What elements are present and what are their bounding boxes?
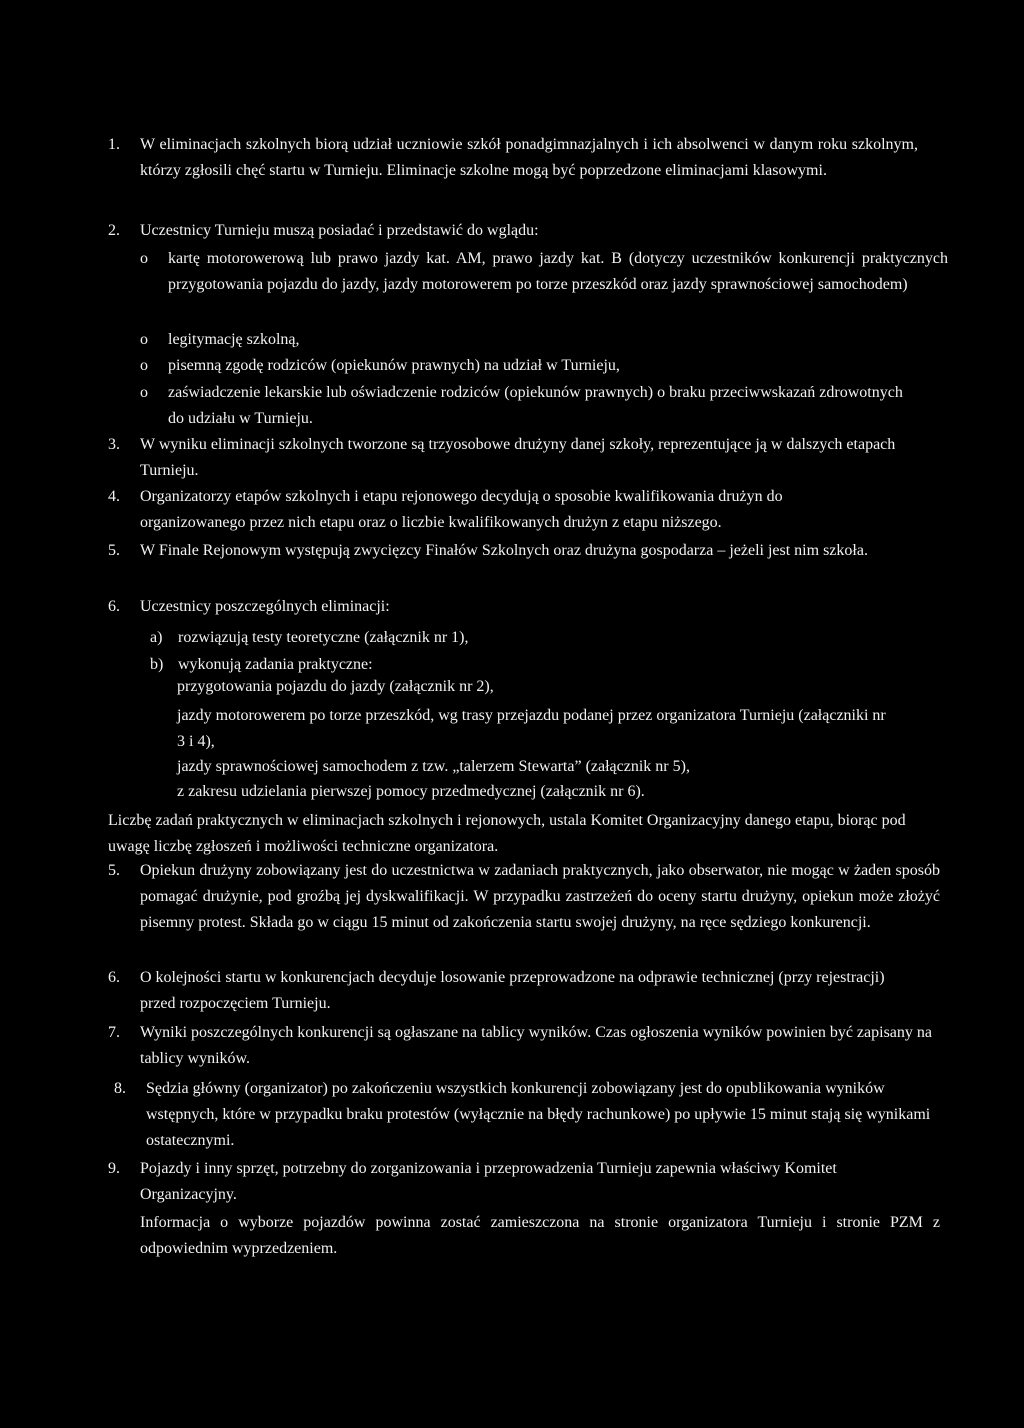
item-text: Opiekun drużyny zobowiązany jest do uczestnictwa w zadaniach praktycznych, jako obserwator, nie mogąc w żaden sposób pomagać drużynie, pod groźbą jej dyskwalifikacji. W przypadku zastrzeżeń do oceny startu drużyny, opiekun może złożyć pisemny protest. Składa go w ciągu 15 minut od zakończenia startu swojej drużyny, na ręce sędziego konkurencji. — [140, 862, 940, 931]
item-text: Pojazdy i inny sprzęt, potrzebny do zorganizowania i przeprowadzenia Turnieju zapewnia właściwy Komitet Organizacyjny. — [140, 1160, 837, 1203]
item-text: Uczestnicy Turnieju muszą posiadać i przedstawić do wglądu: — [140, 222, 539, 239]
bullet-mark: o — [140, 331, 148, 348]
item-number: 4. — [108, 488, 120, 505]
sub-text: wykonują zadania praktyczne: — [178, 656, 373, 673]
item-number: 6. — [108, 969, 120, 986]
item-number: 5. — [108, 862, 120, 879]
task-first-aid: z zakresu udzielania pierwszej pomocy przedmedycznej (załącznik nr 6). — [177, 783, 645, 800]
item-number: 8. — [114, 1080, 126, 1097]
task-vehicle-prep: przygotowania pojazdu do jazdy (załącznik nr 2), — [177, 678, 494, 695]
item-text: Uczestnicy poszczególnych eliminacji: — [140, 598, 390, 615]
item-number: 7. — [108, 1024, 120, 1041]
paragraph-task-count: Liczbę zadań praktycznych w eliminacjach szkolnych i rejonowych, ustala Komitet Organizacyjny danego etapu, biorąc pod uwagę liczbę zgłoszeń i możliwości techniczne organizatora. — [108, 812, 906, 855]
item-number: 2. — [108, 222, 120, 239]
item-text: O kolejności startu w konkurencjach decyduje losowanie przeprowadzone na odprawie technicznej (przy rejestracji) przed rozpoczęciem Turnieju. — [140, 969, 885, 1012]
task-stewart-plate: jazdy sprawnościowej samochodem z tzw. „talerzem Stewarta” (załącznik nr 5), — [177, 758, 690, 775]
vehicle-info-note: Informacja o wyborze pojazdów powinna zostać zamieszczona na stronie organizatora Turnieju i stronie PZM z odpowiednim wyprzedzeniem. — [140, 1214, 940, 1257]
item-text: Wyniki poszczególnych konkurencji są ogłaszane na tablicy wyników. Czas ogłoszenia wyników powinien być zapisany na tablicy wyników. — [140, 1024, 932, 1067]
item-number: 5. — [108, 542, 120, 559]
bullet-mark: o — [140, 384, 148, 401]
item-text: W Finale Rejonowym występują zwycięzcy Finałów Szkolnych oraz drużyna gospodarza – jeżeli jest nim szkoła. — [140, 542, 868, 559]
item-number: 9. — [108, 1160, 120, 1177]
bullet-text: pisemną zgodę rodziców (opiekunów prawnych) na udział w Turnieju, — [168, 357, 620, 374]
sub-mark: b) — [150, 656, 164, 673]
item-text: W wyniku eliminacji szkolnych tworzone są trzyosobowe drużyny danej szkoły, reprezentujące ją w dalszych etapach Turnieju. — [140, 436, 896, 479]
bullet-mark: o — [140, 250, 148, 267]
task-moped-course: jazdy motorowerem po torze przeszkód, wg trasy przejazdu podanej przez organizatora Turnieju (załączniki nr 3 i 4), — [177, 707, 886, 750]
bullet-text: legitymację szkolną, — [168, 331, 300, 348]
item-number: 3. — [108, 436, 120, 453]
bullet-text: zaświadczenie lekarskie lub oświadczenie rodziców (opiekunów prawnych) o braku przeciwwskazań zdrowotnych do udziału w Turnieju. — [168, 384, 903, 427]
bullet-text: kartę motorowerową lub prawo jazdy kat. AM, prawo jazdy kat. B (dotyczy uczestników konkurencji praktycznych przygotowania pojazdu do jazdy, jazdy motorowerem po torze przeszkód oraz jazdy sprawnościowej samochodem) — [168, 250, 948, 293]
item-number: 6. — [108, 598, 120, 615]
sub-mark: a) — [150, 629, 163, 646]
item-text: Organizatorzy etapów szkolnych i etapu rejonowego decydują o sposobie kwalifikowania drużyn do organizowanego przez nich etapu oraz o liczbie kwalifikowanych drużyn z etapu niższego. — [140, 488, 783, 531]
item-text: W eliminacjach szkolnych biorą udział uczniowie szkół ponadgimnazjalnych i ich absolwenci w danym roku szkolnym, którzy zgłosili chęć startu w Turnieju. Eliminacje szkolne mogą być poprzedzone eliminacjami klasowymi. — [140, 136, 918, 179]
item-text: Sędzia główny (organizator) po zakończeniu wszystkich konkurencji zobowiązany jest do opublikowania wyników wstępnych, które w przypadku braku protestów (wyłącznie na błędy rachunkowe) po upływie 15 minut stają się wynikami ostatecznymi. — [146, 1080, 931, 1149]
sub-text: rozwiązują testy teoretyczne (załącznik nr 1), — [178, 629, 469, 646]
item-number: 1. — [108, 136, 120, 153]
bullet-mark: o — [140, 357, 148, 374]
